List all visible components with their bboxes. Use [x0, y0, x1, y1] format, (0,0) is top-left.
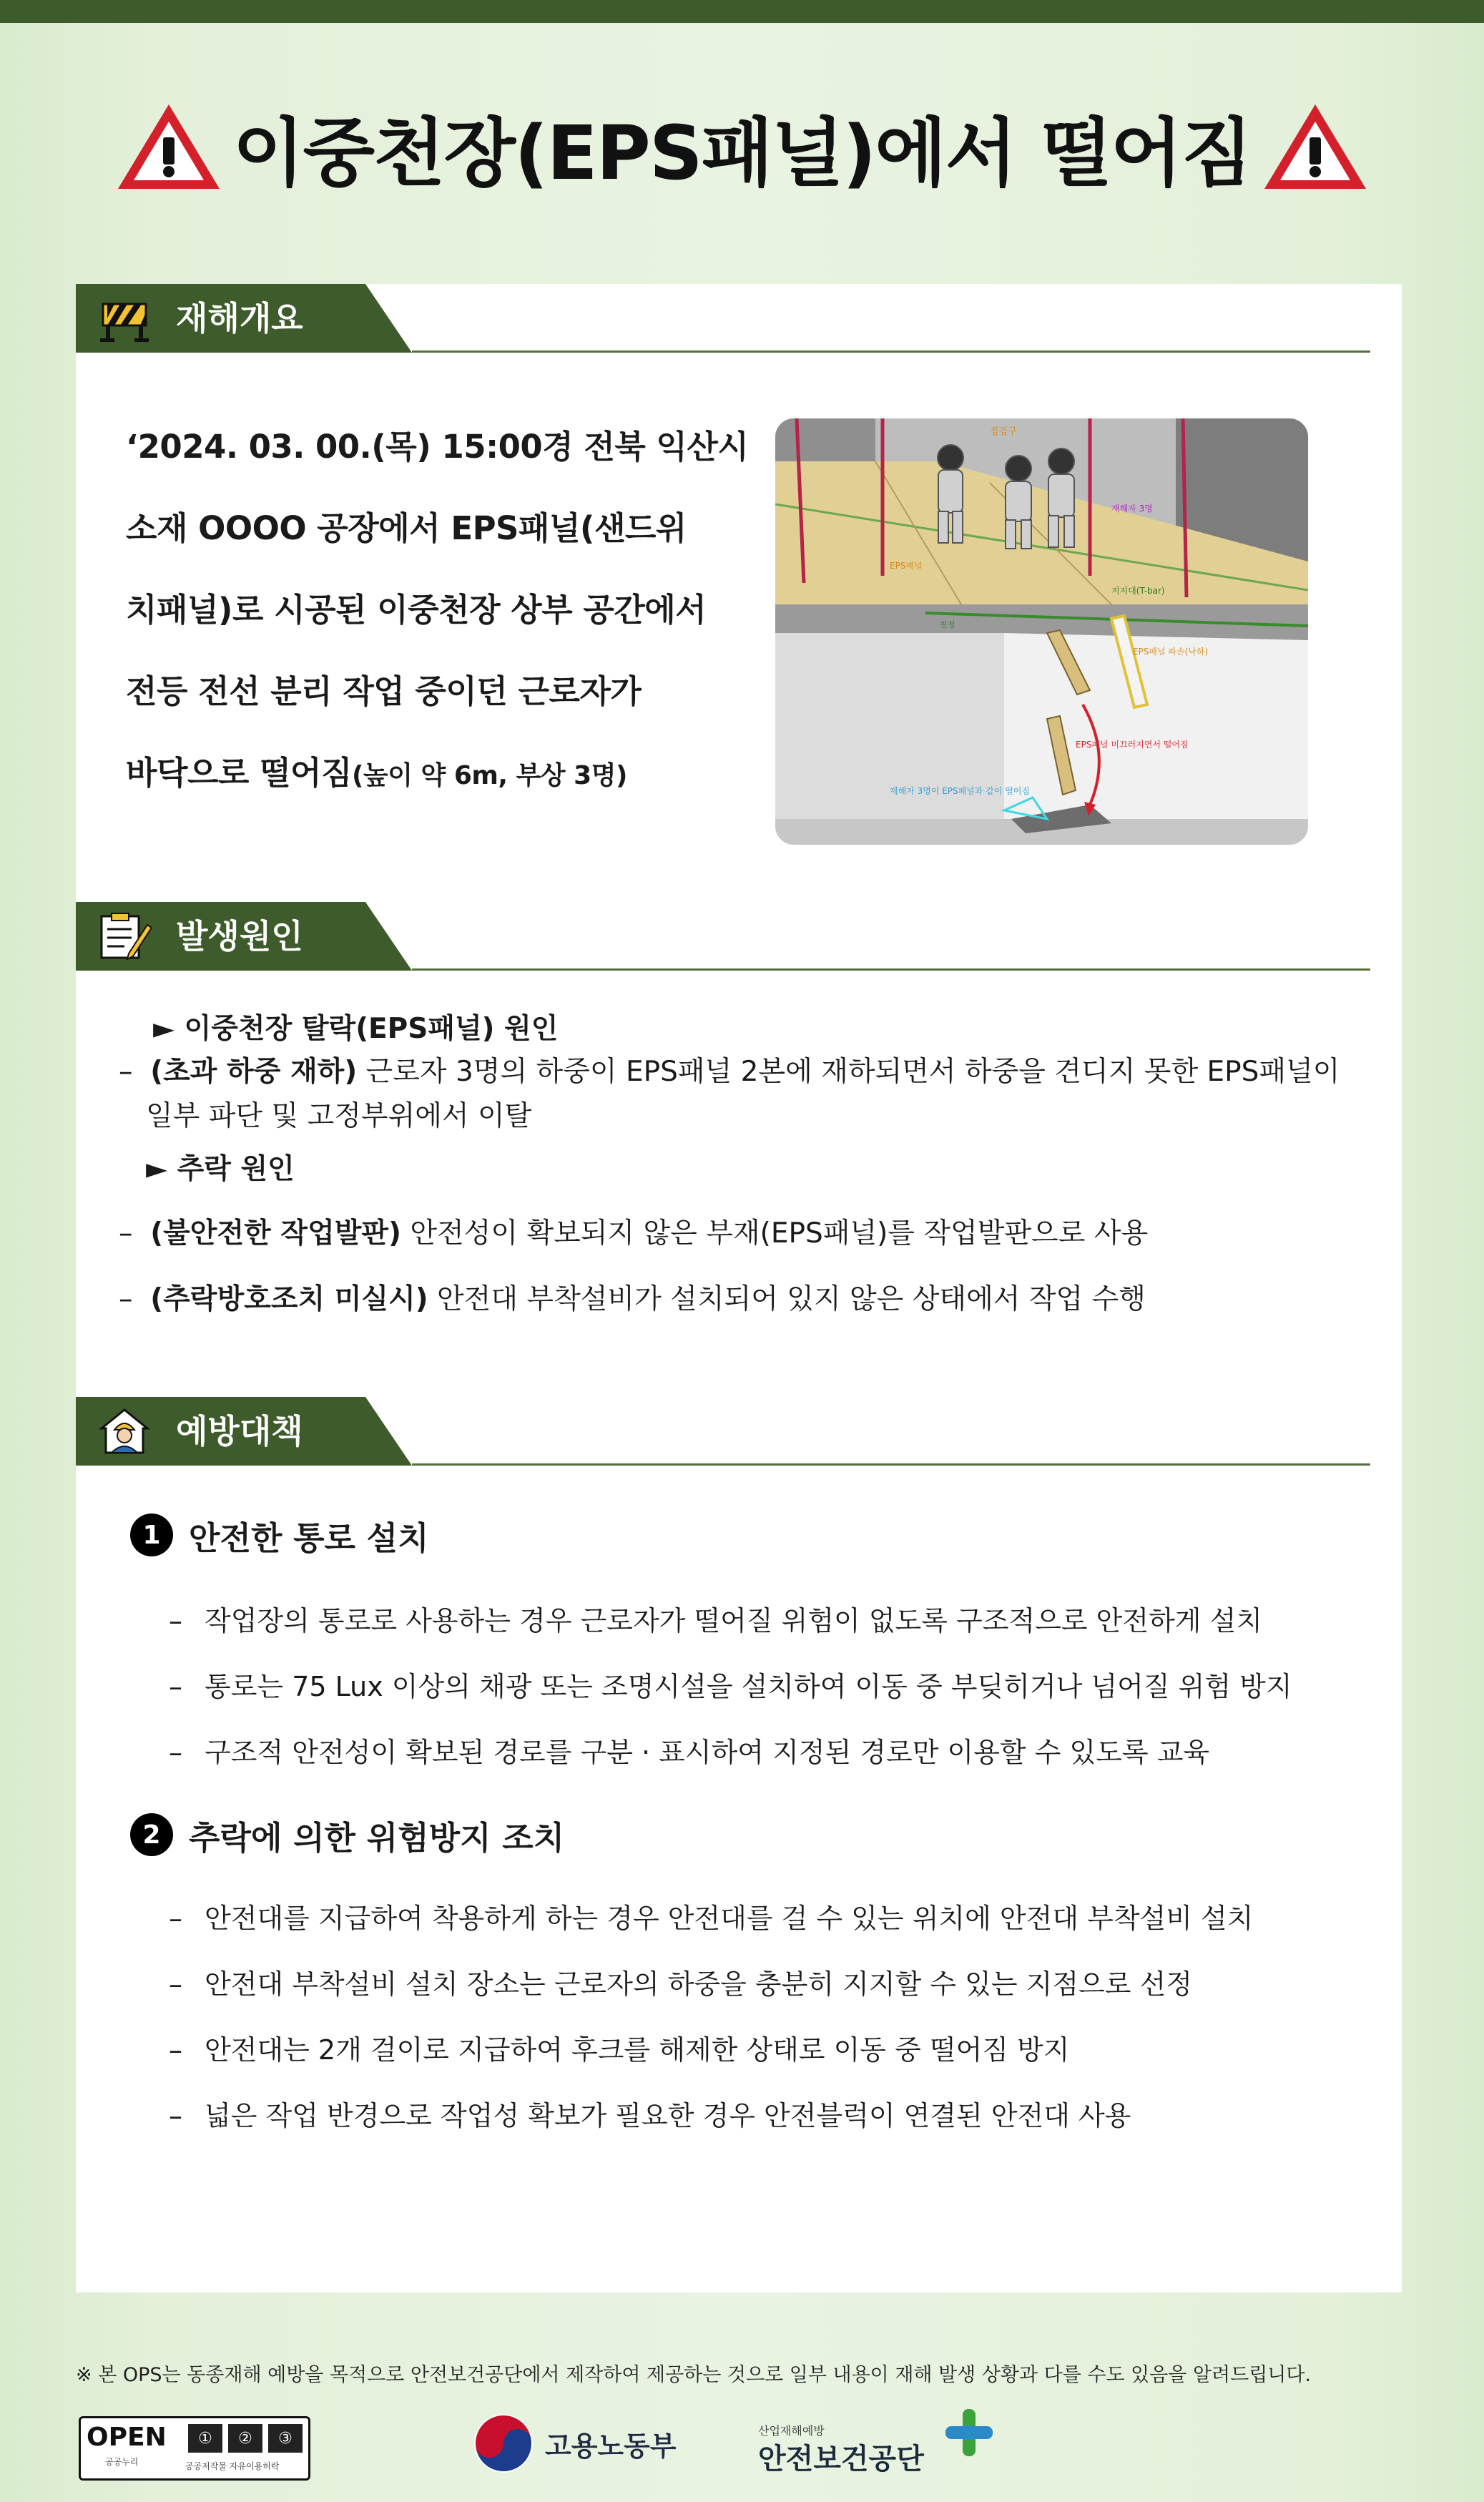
prevention-item-text: 작업장의 통로로 사용하는 경우 근로자가 떨어질 위험이 없도록 구조적으로 안전하게 설치	[205, 1605, 1262, 1637]
number-badge: 2	[130, 1813, 173, 1856]
label-ceiling: 천정	[940, 620, 955, 629]
prevention-item-text: 통로는 75 Lux 이상의 채광 또는 조명시설을 설치하여 이동 중 부딪히거나 넘어질 위험 방지	[205, 1671, 1292, 1702]
summary-detail: (높이 약 6m, 부상 3명)	[351, 761, 627, 790]
section-divider	[412, 350, 1370, 353]
open-logo-text: OPEN	[87, 2423, 167, 2452]
prevention-item	[169, 1962, 1192, 2001]
kosha-logo	[758, 2403, 973, 2482]
content-panel	[76, 284, 1402, 2292]
cause-item-bold: (초과 하중 재하)	[150, 1056, 358, 1088]
dash: –	[169, 1903, 182, 1934]
warning-icon	[1262, 100, 1369, 193]
dash: –	[169, 1671, 182, 1702]
prevention-item	[169, 1599, 1262, 1638]
dash: –	[169, 2034, 182, 2066]
section-header-summary	[76, 284, 1292, 353]
open-license-badge	[79, 2416, 310, 2481]
clipboard-pencil-icon	[97, 912, 152, 961]
label-fall-note: 재해자 3명이 EPS패널과 같이 떨어짐	[890, 786, 1031, 796]
cause-item	[119, 1277, 1146, 1317]
cause-item	[119, 1211, 1148, 1251]
section-divider	[412, 1463, 1370, 1466]
summary-line	[126, 739, 755, 820]
prevention-group-2	[130, 1811, 564, 1858]
cause-item-text: 안전성이 확보되지 않은 부재(EPS패널)를 작업발판으로 사용	[401, 1217, 1149, 1250]
section-title: 예방대책	[176, 1412, 303, 1451]
agency-name: 안전보건공단	[758, 2443, 924, 2476]
cause-item	[119, 1049, 1340, 1089]
prevention-title: 안전한 통로 설치	[189, 1519, 429, 1557]
prevention-group-1	[130, 1511, 429, 1559]
prevention-title: 추락에 의한 위험방지 조치	[189, 1818, 565, 1857]
ministry-name: 고용노동부	[545, 2430, 677, 2462]
dash: –	[169, 2100, 182, 2131]
prevention-item	[169, 2028, 1070, 2067]
prevention-item-text: 안전대를 지급하여 착용하게 하는 경우 안전대를 걸 수 있는 위치에 안전대 부착설비 설치	[205, 1903, 1254, 1934]
warning-icon	[115, 100, 222, 193]
label-workers: 재해자 3명	[1111, 504, 1153, 514]
prevention-item	[169, 1730, 1209, 1770]
license-noderivs-icon: ③	[268, 2424, 303, 2453]
label-support: 지지대(T-bar)	[1111, 586, 1165, 596]
section-header-prevention	[76, 1397, 1292, 1466]
dash: –	[119, 1217, 133, 1250]
prevention-item	[169, 2094, 1131, 2133]
section-divider	[412, 968, 1370, 971]
agency-sub: 산업재해예방	[758, 2424, 825, 2438]
summary-line: 소재 OOOO 공장에서 EPS패널(샌드위	[126, 509, 687, 547]
label-eps-panel: EPS패널	[890, 561, 923, 571]
label-fixture: 점검구	[990, 426, 1017, 437]
cause-item-text: 안전대 부착설비가 설치되어 있지 않은 상태에서 작업 수행	[428, 1283, 1146, 1315]
number-badge: 1	[130, 1514, 173, 1556]
summary-line: 치패널)로 시공된 이중천장 상부 공간에서	[126, 591, 707, 629]
open-sub-text: 공공누리	[105, 2457, 139, 2467]
section-title: 발생원인	[176, 917, 303, 956]
summary-line: ‘2024. 03. 00.(목) 15:00경 전북 익산시	[126, 428, 749, 466]
license-attribution-icon: ①	[188, 2424, 222, 2453]
disclaimer-notice: ※ 본 OPS는 동종재해 예방을 목적으로 안전보건공단에서 제작하여 제공하는 것으로 일부 내용이 재해 발생 상황과 다를 수도 있음을 알려드립니다.	[76, 2364, 1312, 2386]
dash: –	[169, 1968, 182, 2000]
prevention-item-text: 넓은 작업 반경으로 작업성 확보가 필요한 경우 안전블럭이 연결된 안전대 사용	[205, 2100, 1131, 2131]
cause-item-continued: 일부 파단 및 고정부위에서 이탈	[146, 1100, 532, 1132]
cause-item-bold: (불안전한 작업발판)	[150, 1217, 401, 1250]
dash: –	[119, 1283, 133, 1315]
page-title: 이중천장(EPS패널)에서 떨어짐	[232, 109, 1252, 197]
license-type-boxes	[188, 2424, 303, 2453]
illustration-drawing	[775, 418, 1308, 845]
worker-helmet-icon	[97, 1407, 152, 1456]
dash: –	[169, 1737, 182, 1768]
prevention-item-text: 구조적 안전성이 확보된 경로를 구분 · 표시하여 지정된 경로만 이용할 수 있도록 교육	[205, 1737, 1210, 1768]
summary-text	[126, 413, 755, 820]
accident-illustration	[775, 418, 1308, 845]
cause-item-bold: (추락방호조치 미실시)	[150, 1283, 428, 1315]
license-noncommercial-icon: ②	[228, 2424, 262, 2453]
taegeuk-icon	[472, 2412, 535, 2475]
dash: –	[169, 1605, 182, 1637]
footer	[0, 2403, 1484, 2482]
cause-heading: ► 이중천장 탈락(EPS패널) 원인	[153, 1013, 559, 1045]
label-panel-fall: EPS패널 파손(낙하)	[1133, 647, 1209, 657]
kosha-cross-icon	[944, 2408, 994, 2458]
label-panel-slip: EPS패널 미끄러지면서 떨어짐	[1076, 740, 1189, 750]
open-license-desc: 공공저작물 자유이용허락	[185, 2461, 280, 2471]
page-title-row	[0, 86, 1484, 207]
cause-heading: ► 추락 원인	[146, 1153, 295, 1185]
summary-last-line: 바닥으로 떨어짐	[126, 754, 352, 792]
top-bar	[0, 0, 1484, 23]
cause-item-text: 근로자 3명의 하중이 EPS패널 2본에 재하되면서 하중을 견디지 못한 EPS패널이	[357, 1056, 1340, 1088]
dash: –	[119, 1056, 133, 1088]
prevention-item-text: 안전대는 2개 걸이로 지급하여 후크를 해제한 상태로 이동 중 떨어짐 방지	[205, 2034, 1070, 2066]
prevention-item	[169, 1896, 1253, 1936]
section-title: 재해개요	[176, 299, 303, 338]
prevention-item	[169, 1664, 1292, 1704]
prevention-item-text: 안전대 부착설비 설치 장소는 근로자의 하중을 충분히 지지할 수 있는 지점으로 선정	[205, 1968, 1192, 2000]
barrier-icon	[97, 294, 152, 343]
ministry-logo	[472, 2412, 677, 2475]
section-header-cause	[76, 902, 1292, 971]
summary-line: 전등 전선 분리 작업 중이던 근로자가	[126, 672, 642, 710]
